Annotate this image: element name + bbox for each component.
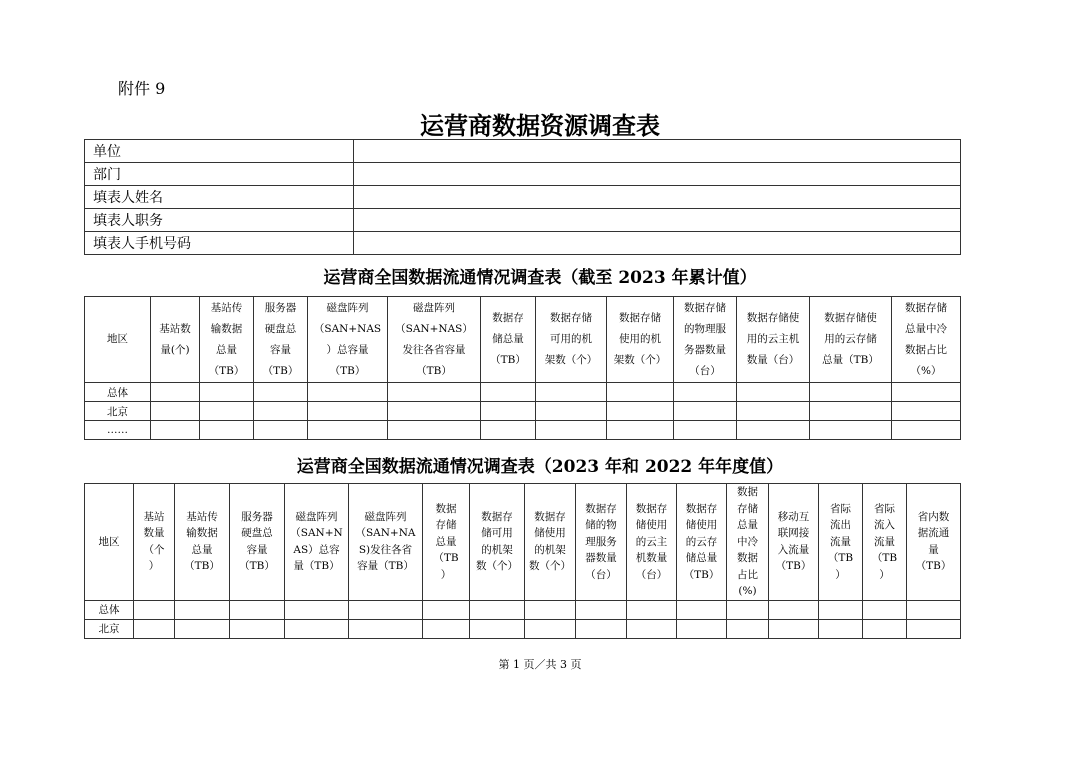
header-cell: 磁盘阵列 （SAN+NAS ）总容量 （TB） — [308, 297, 388, 383]
data-cell[interactable] — [470, 600, 525, 619]
page-title: 运营商数据资源调查表 — [420, 111, 660, 140]
data-cell[interactable] — [481, 383, 536, 402]
header-cell: 数据存 储总量 （TB） — [481, 297, 536, 383]
data-cell[interactable] — [151, 383, 200, 402]
data-cell[interactable] — [481, 421, 536, 440]
data-cell[interactable] — [308, 402, 388, 421]
info-value-cell[interactable] — [354, 163, 961, 186]
data-cell[interactable] — [607, 383, 674, 402]
data-cell[interactable] — [810, 383, 892, 402]
header-cell: 数据存 储的物 理服务 器数量 （台） — [576, 484, 627, 601]
data-cell[interactable] — [308, 421, 388, 440]
header-cell: 移动互 联网接 入流量 （TB） — [769, 484, 819, 601]
data-cell[interactable] — [737, 383, 810, 402]
data-cell[interactable] — [819, 600, 863, 619]
data-cell[interactable] — [727, 619, 769, 638]
data-cell[interactable] — [470, 619, 525, 638]
data-cell[interactable] — [254, 421, 308, 440]
data-cell[interactable] — [254, 402, 308, 421]
data-cell[interactable] — [863, 619, 907, 638]
header-cell: 基站传 输数据 总量 （TB） — [200, 297, 254, 383]
data-cell[interactable] — [892, 383, 961, 402]
data-cell[interactable] — [423, 600, 470, 619]
data-cell[interactable] — [200, 383, 254, 402]
page-number: 第 1 页／共 3 页 — [498, 658, 582, 671]
data-cell[interactable] — [175, 600, 230, 619]
data-cell[interactable] — [727, 600, 769, 619]
data-cell[interactable] — [607, 421, 674, 440]
cumulative-table — [84, 296, 961, 440]
info-row — [85, 140, 961, 163]
region-label: 总体 — [85, 600, 134, 619]
data-cell[interactable] — [349, 600, 423, 619]
data-cell[interactable] — [525, 619, 576, 638]
info-label: 填表人姓名 — [85, 186, 354, 209]
header-cell: 数据存 储使用 的云主 机数量 （台） — [627, 484, 677, 601]
info-row — [85, 163, 961, 186]
data-cell[interactable] — [285, 619, 349, 638]
data-cell[interactable] — [863, 600, 907, 619]
header-cell: 磁盘阵列 （SAN+NAS） 发往各省容量 （TB） — [388, 297, 481, 383]
data-cell[interactable] — [151, 402, 200, 421]
info-label: 单位 — [85, 140, 354, 163]
data-cell[interactable] — [674, 402, 737, 421]
data-cell[interactable] — [230, 600, 285, 619]
data-cell[interactable] — [536, 421, 607, 440]
header-cell: 数据 存储 总量 （TB ） — [423, 484, 470, 601]
data-cell[interactable] — [175, 619, 230, 638]
data-cell[interactable] — [423, 619, 470, 638]
data-cell[interactable] — [892, 402, 961, 421]
data-cell[interactable] — [576, 619, 627, 638]
header-cell: 省际 流出 流量 （TB ） — [819, 484, 863, 601]
data-cell[interactable] — [810, 402, 892, 421]
data-cell[interactable] — [810, 421, 892, 440]
annual-table — [84, 483, 961, 639]
table-row — [85, 619, 961, 638]
table-row — [85, 402, 961, 421]
data-cell[interactable] — [536, 383, 607, 402]
data-cell[interactable] — [819, 619, 863, 638]
info-row — [85, 232, 961, 255]
data-cell[interactable] — [892, 421, 961, 440]
header-cell: 数据存储 使用的机 架数（个） — [607, 297, 674, 383]
header-cell: 服务器 硬盘总 容量 （TB） — [230, 484, 285, 601]
data-cell[interactable] — [769, 600, 819, 619]
info-value-cell[interactable] — [354, 140, 961, 163]
header-cell: 数据存 储使用 的云存 储总量 （TB） — [677, 484, 727, 601]
info-row — [85, 209, 961, 232]
data-cell[interactable] — [627, 619, 677, 638]
data-cell[interactable] — [737, 421, 810, 440]
header-cell: 省内数 据流通 量 （TB） — [907, 484, 961, 601]
data-cell[interactable] — [907, 600, 961, 619]
data-cell[interactable] — [388, 402, 481, 421]
info-value-cell[interactable] — [354, 209, 961, 232]
region-label: 北京 — [85, 619, 134, 638]
data-cell[interactable] — [200, 402, 254, 421]
data-cell[interactable] — [737, 402, 810, 421]
region-label: 总体 — [85, 383, 151, 402]
table1-title: 运营商全国数据流通情况调查表（截至 2023 年累计值） — [323, 268, 757, 288]
data-cell[interactable] — [674, 421, 737, 440]
data-cell[interactable] — [230, 619, 285, 638]
region-label: 北京 — [85, 402, 151, 421]
info-label: 填表人手机号码 — [85, 232, 354, 255]
header-row — [85, 484, 961, 601]
data-cell[interactable] — [677, 600, 727, 619]
header-cell: 磁盘阵列 （SAN+N AS）总容 量（TB） — [285, 484, 349, 601]
info-label: 部门 — [85, 163, 354, 186]
data-cell[interactable] — [388, 383, 481, 402]
info-table — [84, 139, 961, 255]
data-cell[interactable] — [525, 600, 576, 619]
header-cell: 数据存储使 用的云主机 数量（台） — [737, 297, 810, 383]
data-cell[interactable] — [576, 600, 627, 619]
data-cell[interactable] — [151, 421, 200, 440]
data-cell[interactable] — [254, 383, 308, 402]
data-cell[interactable] — [627, 600, 677, 619]
header-cell: 数据存 储使用 的机架 数（个） — [525, 484, 576, 601]
info-value-cell[interactable] — [354, 232, 961, 255]
header-cell: 数据存储 总量中冷 数据占比 （%） — [892, 297, 961, 383]
data-cell[interactable] — [388, 421, 481, 440]
info-label: 填表人职务 — [85, 209, 354, 232]
header-cell: 数据存储 的物理服 务器数量 （台） — [674, 297, 737, 383]
data-cell[interactable] — [677, 619, 727, 638]
header-cell: 基站传 输数据 总量 （TB） — [175, 484, 230, 601]
data-cell[interactable] — [536, 402, 607, 421]
data-cell[interactable] — [200, 421, 254, 440]
data-cell[interactable] — [481, 402, 536, 421]
table-row — [85, 383, 961, 402]
region-label: …… — [85, 421, 151, 440]
data-cell[interactable] — [134, 619, 175, 638]
info-row — [85, 186, 961, 209]
header-cell: 数据存储 可用的机 架数（个） — [536, 297, 607, 383]
header-cell: 磁盘阵列 （SAN+NA S)发往各省 容量（TB） — [349, 484, 423, 601]
header-cell: 服务器 硬盘总 容量 （TB） — [254, 297, 308, 383]
header-row — [85, 297, 961, 383]
data-cell[interactable] — [308, 383, 388, 402]
table2-title: 运营商全国数据流通情况调查表（2023 年和 2022 年年度值） — [296, 457, 784, 477]
attachment-label: 附件 9 — [118, 79, 166, 98]
data-cell[interactable] — [907, 619, 961, 638]
data-cell[interactable] — [285, 600, 349, 619]
data-cell[interactable] — [134, 600, 175, 619]
table-row — [85, 600, 961, 619]
header-cell: 数据存储使 用的云存储 总量（TB） — [810, 297, 892, 383]
header-cell: 数据 存储 总量 中冷 数据 占比 (%) — [727, 484, 769, 601]
data-cell[interactable] — [349, 619, 423, 638]
header-cell: 数据存 储可用 的机架 数（个） — [470, 484, 525, 601]
table-row — [85, 421, 961, 440]
header-cell: 基站数 量(个) — [151, 297, 200, 383]
header-cell: 地区 — [85, 484, 134, 601]
header-cell: 基站 数量 （个 ） — [134, 484, 175, 601]
data-cell[interactable] — [607, 402, 674, 421]
info-value-cell[interactable] — [354, 186, 961, 209]
header-cell: 地区 — [85, 297, 151, 383]
data-cell[interactable] — [769, 619, 819, 638]
data-cell[interactable] — [674, 383, 737, 402]
header-cell: 省际 流入 流量 （TB ） — [863, 484, 907, 601]
